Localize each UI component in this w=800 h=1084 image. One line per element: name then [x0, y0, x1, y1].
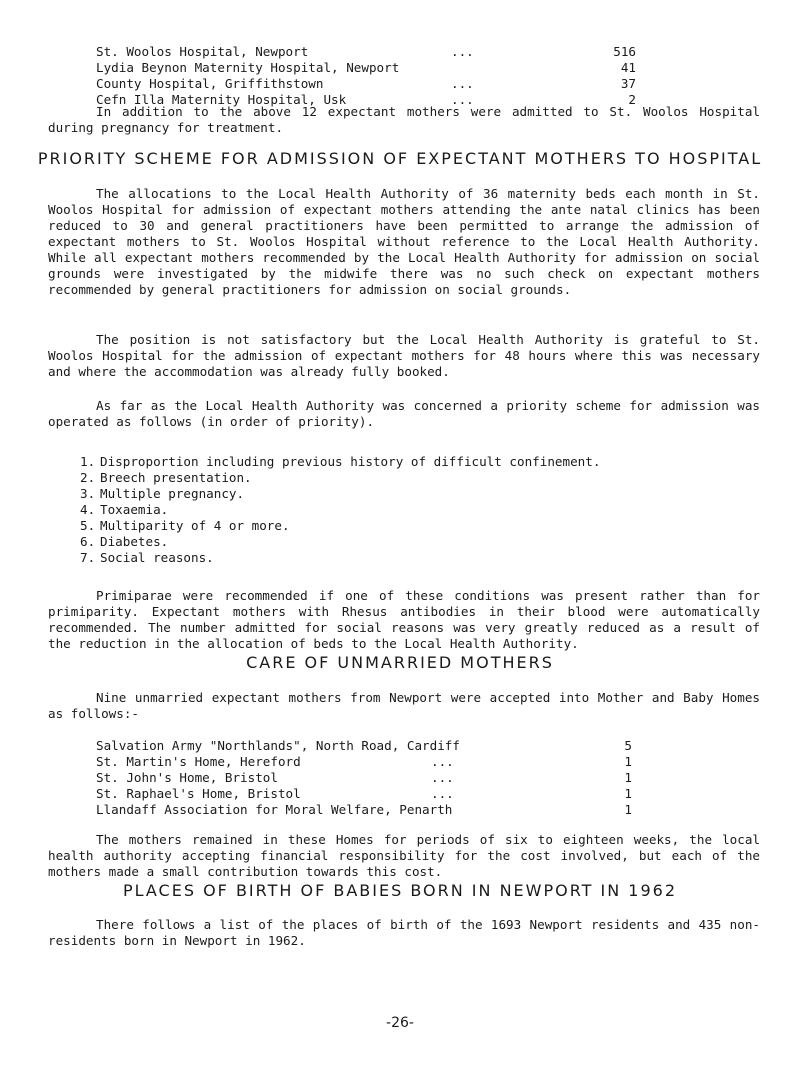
unmarried-paragraph-1 — [48, 690, 760, 722]
admission-count: 2 — [628, 92, 636, 107]
table-row — [96, 44, 636, 60]
list-item — [80, 502, 600, 518]
list-item — [80, 454, 600, 470]
mother-count: 1 — [624, 754, 632, 769]
list-number: 1. — [80, 454, 96, 469]
mother-count: 1 — [624, 786, 632, 801]
admission-count: 516 — [613, 44, 636, 59]
list-text: Diabetes. — [100, 534, 169, 549]
mother-baby-homes-table — [96, 738, 632, 818]
table-row — [96, 802, 632, 818]
leader-dots: ... — [431, 770, 454, 785]
list-text: Multiple pregnancy. — [100, 486, 245, 501]
priority-scheme-heading: PRIORITY SCHEME FOR ADMISSION OF EXPECTANT MOTHERS TO HOSPITAL — [37, 149, 763, 168]
mother-count: 5 — [624, 738, 632, 753]
unmarried-mothers-heading: CARE OF UNMARRIED MOTHERS — [246, 653, 554, 672]
priority-list — [80, 454, 600, 566]
list-number: 3. — [80, 486, 96, 501]
leader-dots: ... — [431, 754, 454, 769]
table-row — [96, 770, 632, 786]
list-text: Social reasons. — [100, 550, 214, 565]
intro-paragraph — [48, 104, 760, 136]
paragraph-text: The mothers remained in these Homes for periods of six to eighteen weeks, the local health authority accepting financial responsibility for the cost involved, but each of the mothers made a small contribution towards this cost. — [48, 832, 760, 879]
leader-dots: ... — [431, 786, 454, 801]
admission-count: 37 — [620, 76, 636, 91]
hospital-name: Lydia Beynon Maternity Hospital, Newport — [96, 60, 400, 75]
list-number: 6. — [80, 534, 96, 549]
table-row — [96, 76, 636, 92]
list-number: 7. — [80, 550, 96, 565]
paragraph-text: Nine unmarried expectant mothers from Newport were accepted into Mother and Baby Homes as follows:- — [48, 690, 760, 721]
table-row — [96, 754, 632, 770]
list-number: 5. — [80, 518, 96, 533]
table-row — [96, 786, 632, 802]
leader-dots: ... — [451, 44, 474, 59]
page-number: -26- — [386, 1015, 414, 1031]
priority-paragraph-1 — [48, 186, 760, 298]
home-name: St. Martin's Home, Hereford — [96, 754, 301, 769]
places-of-birth-heading: PLACES OF BIRTH OF BABIES BORN IN NEWPORT IN 1962 — [122, 881, 678, 900]
births-paragraph — [48, 917, 760, 949]
home-name: Salvation Army "Northlands", North Road, Cardiff — [96, 738, 460, 753]
mother-count: 1 — [624, 802, 632, 817]
intro-text: In addition to the above 12 expectant mothers were admitted to St. Woolos Hospital during pregnancy for treatment. — [48, 104, 760, 135]
hospital-name: Cefn Illa Maternity Hospital, Usk — [96, 92, 347, 107]
list-item — [80, 486, 600, 502]
paragraph-text: The position is not satisfactory but the Local Health Authority is grateful to St. Woolos Hospital for the admission of expectant mothers for 48 hours where this was necessary and where the accommodation was already fully booked. — [48, 332, 760, 379]
list-number: 2. — [80, 470, 96, 485]
paragraph-text: The allocations to the Local Health Authority of 36 maternity beds each month in St. Woolos Hospital for admission of expectant mothers attending the ante natal clinics has been reduced to 30 and general practitioners have been permitted to arrange the admission of expectant mothers to St. Woolos Hospital without reference to the Local Health Authority. While all expectant mothers recommended by the Local Health Authority for admission on social grounds were investigated by the midwife there was no such check on expectant mothers recommended by general practitioners for admission on social grounds. — [48, 186, 760, 297]
table-row — [96, 60, 636, 76]
paragraph-text: Primiparae were recommended if one of these conditions was present rather than for primiparity. Expectant mothers with Rhesus antibodies in their blood were automatically recommended. The number admitted for social reasons was very greatly reduced as a result of the reduction in the allocation of beds to the Local Health Authority. — [48, 588, 760, 651]
priority-paragraph-4 — [48, 588, 760, 652]
priority-paragraph-2 — [48, 332, 760, 380]
list-text: Multiparity of 4 or more. — [100, 518, 290, 533]
list-text: Disproportion including previous history of difficult confinement. — [100, 454, 601, 469]
paragraph-text: There follows a list of the places of birth of the 1693 Newport residents and 435 non-residents born in Newport in 1962. — [48, 917, 760, 948]
priority-paragraph-3 — [48, 398, 760, 430]
list-item — [80, 470, 600, 486]
home-name: Llandaff Association for Moral Welfare, Penarth — [96, 802, 453, 817]
home-name: St. John's Home, Bristol — [96, 770, 278, 785]
list-text: Breech presentation. — [100, 470, 252, 485]
hospital-admissions-table — [96, 44, 636, 108]
paragraph-text: As far as the Local Health Authority was concerned a priority scheme for admission was operated as follows (in order of priority). — [48, 398, 760, 429]
hospital-name: County Hospital, Griffithstown — [96, 76, 324, 91]
list-item — [80, 550, 600, 566]
table-row — [96, 738, 632, 754]
unmarried-paragraph-2 — [48, 832, 760, 880]
leader-dots: ... — [451, 92, 474, 107]
leader-dots: ... — [451, 76, 474, 91]
list-number: 4. — [80, 502, 96, 517]
list-text: Toxaemia. — [100, 502, 169, 517]
home-name: St. Raphael's Home, Bristol — [96, 786, 301, 801]
list-item — [80, 534, 600, 550]
admission-count: 41 — [620, 60, 636, 75]
hospital-name: St. Woolos Hospital, Newport — [96, 44, 309, 59]
list-item — [80, 518, 600, 534]
mother-count: 1 — [624, 770, 632, 785]
